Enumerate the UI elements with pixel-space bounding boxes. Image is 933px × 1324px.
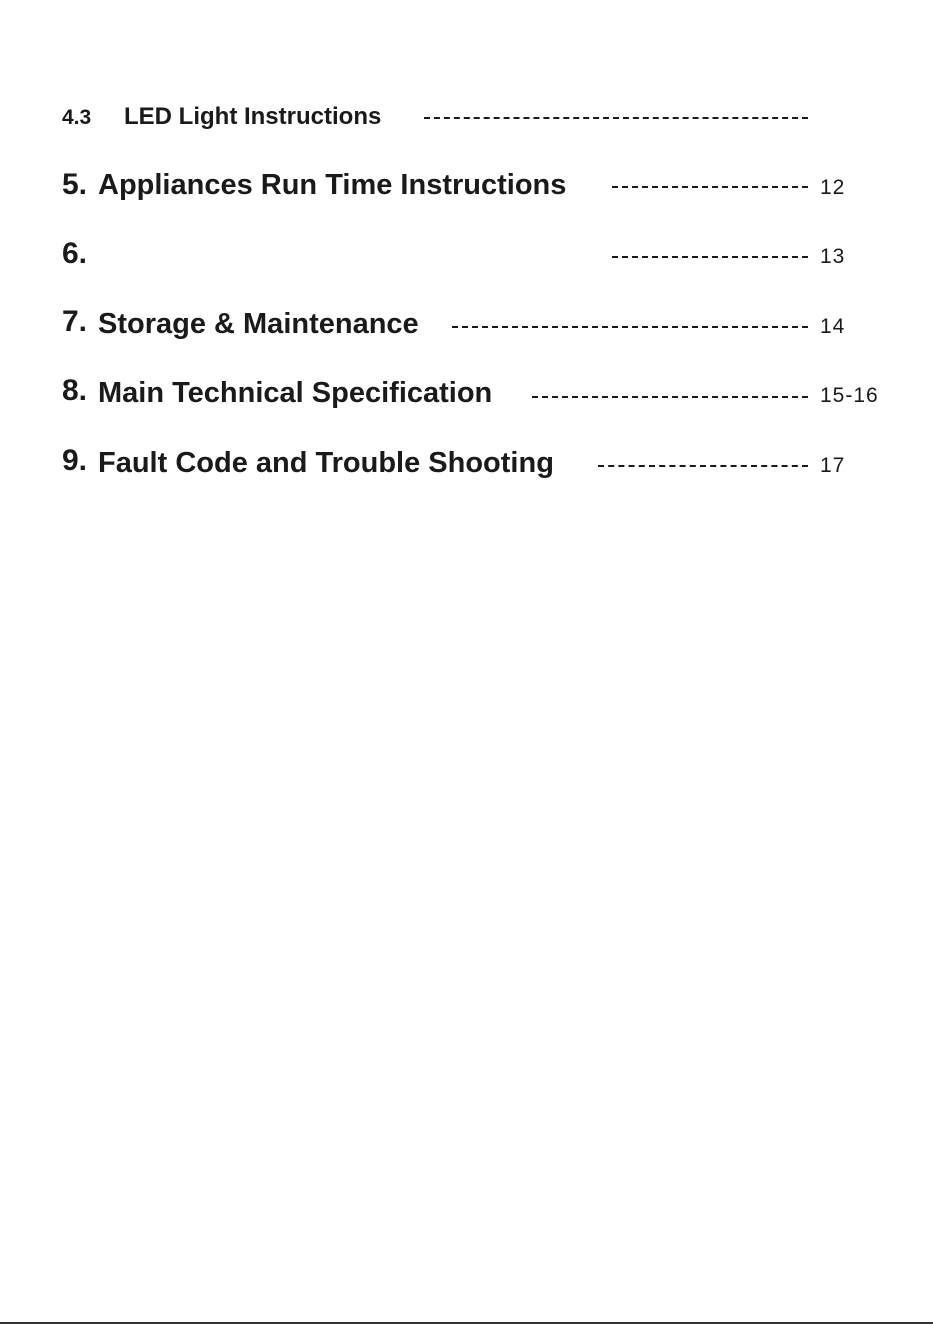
- toc-entry-number: 7.: [62, 305, 88, 338]
- toc-entry-number: 6.: [62, 237, 88, 270]
- toc-entry-5: [0, 166, 933, 206]
- toc-entry-title: Main Technical Specification: [98, 377, 493, 409]
- toc-entry-7: [0, 305, 933, 345]
- toc-entry-number: 5.: [62, 168, 88, 201]
- toc-dot-leader: [612, 186, 808, 188]
- toc-entry-title: Appliances Run Time Instructions: [98, 169, 567, 201]
- toc-dot-leader: [532, 396, 808, 398]
- toc-entry-number: 8.: [62, 374, 88, 407]
- toc-dot-leader: [452, 326, 808, 328]
- toc-entry-page: 15-16: [820, 384, 879, 407]
- toc-entry-page: 13: [820, 245, 846, 268]
- toc-entry-9: [0, 444, 933, 484]
- toc-entry-8: [0, 374, 933, 414]
- toc-entry-page: 12: [820, 176, 846, 199]
- toc-dot-leader: [424, 117, 808, 119]
- toc-entry-number: 9.: [62, 444, 88, 477]
- toc-entry-page: 17: [820, 454, 846, 477]
- toc-entry-6: [0, 235, 933, 275]
- toc-entry-number: 4.3: [62, 106, 92, 129]
- toc-entry-title: Storage & Maintenance: [98, 308, 419, 340]
- toc-dot-leader: [598, 465, 808, 467]
- toc-entry-title: Fault Code and Trouble Shooting: [98, 447, 554, 479]
- toc-dot-leader: [612, 256, 808, 258]
- toc-entry-4-3: [0, 100, 933, 140]
- toc-entry-title: LED Light Instructions: [124, 103, 382, 130]
- toc-entry-page: 14: [820, 315, 846, 338]
